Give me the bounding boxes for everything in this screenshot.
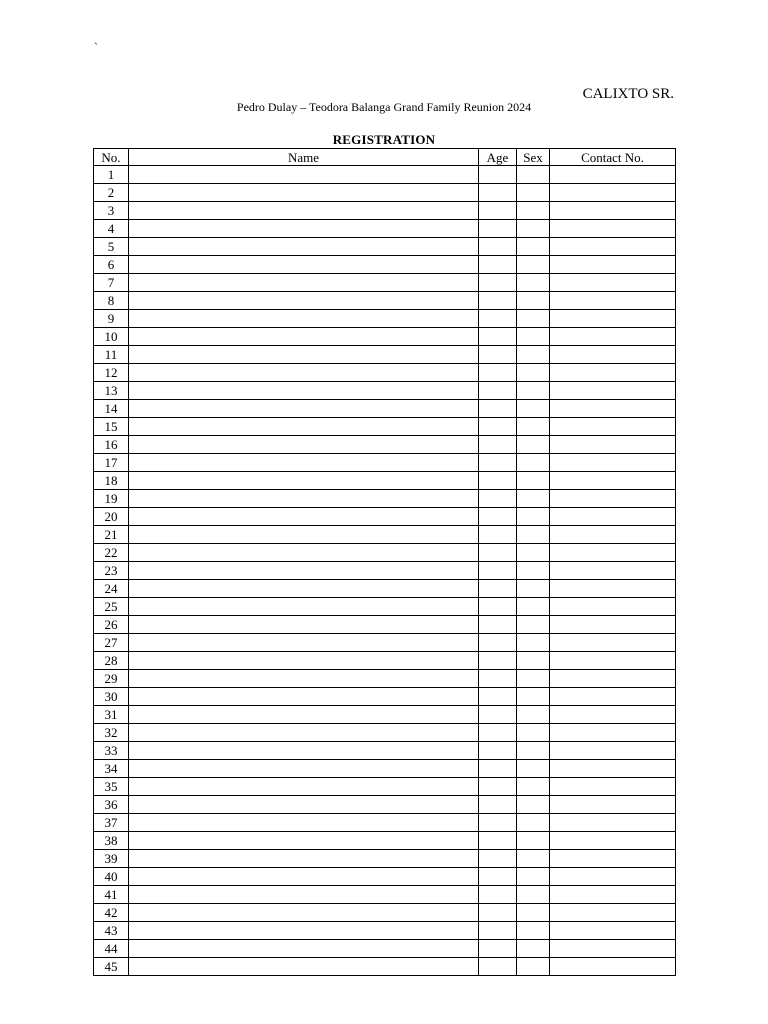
event-title: Pedro Dulay – Teodora Balanga Grand Family Reunion 2024 xyxy=(236,100,532,114)
name-cell[interactable] xyxy=(129,292,479,310)
name-cell[interactable] xyxy=(129,922,479,940)
table-row xyxy=(94,436,676,454)
sex-cell[interactable] xyxy=(517,184,550,202)
sex-cell[interactable] xyxy=(517,544,550,562)
sex-cell[interactable] xyxy=(517,202,550,220)
table-row xyxy=(94,778,676,796)
sex-cell[interactable] xyxy=(517,292,550,310)
row-number: 39 xyxy=(94,850,129,868)
row-number: 4 xyxy=(94,220,129,238)
age-cell[interactable] xyxy=(479,418,517,436)
contact-cell[interactable] xyxy=(550,706,676,724)
row-number: 5 xyxy=(94,238,129,256)
family-branch-label: CALIXTO SR. xyxy=(582,86,674,102)
row-number: 23 xyxy=(94,562,129,580)
row-number: 40 xyxy=(94,868,129,886)
contact-cell[interactable] xyxy=(550,382,676,400)
sex-cell[interactable] xyxy=(517,562,550,580)
row-number: 42 xyxy=(94,904,129,922)
sex-cell[interactable] xyxy=(517,868,550,886)
row-number: 37 xyxy=(94,814,129,832)
sex-cell[interactable] xyxy=(517,508,550,526)
sex-cell[interactable] xyxy=(517,400,550,418)
age-cell[interactable] xyxy=(479,220,517,238)
row-number: 3 xyxy=(94,202,129,220)
name-cell[interactable] xyxy=(129,490,479,508)
row-number: 9 xyxy=(94,310,129,328)
name-cell[interactable] xyxy=(129,238,479,256)
sex-cell[interactable] xyxy=(517,652,550,670)
table-row xyxy=(94,220,676,238)
name-cell[interactable] xyxy=(129,940,479,958)
age-cell[interactable] xyxy=(479,166,517,184)
contact-cell[interactable] xyxy=(550,688,676,706)
row-number: 44 xyxy=(94,940,129,958)
name-cell[interactable] xyxy=(129,328,479,346)
name-cell[interactable] xyxy=(129,274,479,292)
table-row xyxy=(94,688,676,706)
age-cell[interactable] xyxy=(479,760,517,778)
contact-cell[interactable] xyxy=(550,940,676,958)
age-cell[interactable] xyxy=(479,958,517,976)
row-number: 6 xyxy=(94,256,129,274)
contact-cell[interactable] xyxy=(550,562,676,580)
row-number: 29 xyxy=(94,670,129,688)
name-cell[interactable] xyxy=(129,868,479,886)
name-cell[interactable] xyxy=(129,850,479,868)
table-row xyxy=(94,364,676,382)
sex-cell[interactable] xyxy=(517,724,550,742)
table-row xyxy=(94,760,676,778)
age-cell[interactable] xyxy=(479,832,517,850)
age-cell[interactable] xyxy=(479,274,517,292)
name-cell[interactable] xyxy=(129,832,479,850)
age-cell[interactable] xyxy=(479,202,517,220)
name-cell[interactable] xyxy=(129,454,479,472)
table-row xyxy=(94,706,676,724)
name-cell[interactable] xyxy=(129,544,479,562)
name-cell[interactable] xyxy=(129,472,479,490)
contact-cell[interactable] xyxy=(550,958,676,976)
contact-cell[interactable] xyxy=(550,544,676,562)
age-cell[interactable] xyxy=(479,598,517,616)
name-cell[interactable] xyxy=(129,958,479,976)
age-cell[interactable] xyxy=(479,868,517,886)
table-row xyxy=(94,454,676,472)
row-number: 36 xyxy=(94,796,129,814)
table-row xyxy=(94,580,676,598)
age-cell[interactable] xyxy=(479,922,517,940)
name-cell[interactable] xyxy=(129,364,479,382)
age-cell[interactable] xyxy=(479,508,517,526)
row-number: 27 xyxy=(94,634,129,652)
sex-cell[interactable] xyxy=(517,346,550,364)
table-header-row xyxy=(94,149,676,166)
age-cell[interactable] xyxy=(479,652,517,670)
sex-cell[interactable] xyxy=(517,706,550,724)
age-cell[interactable] xyxy=(479,886,517,904)
row-number: 13 xyxy=(94,382,129,400)
sex-cell[interactable] xyxy=(517,670,550,688)
row-number: 15 xyxy=(94,418,129,436)
age-cell[interactable] xyxy=(479,400,517,418)
contact-cell[interactable] xyxy=(550,922,676,940)
header-sex: Sex xyxy=(517,149,550,166)
name-cell[interactable] xyxy=(129,184,479,202)
row-number: 43 xyxy=(94,922,129,940)
age-cell[interactable] xyxy=(479,364,517,382)
table-row xyxy=(94,544,676,562)
row-number: 7 xyxy=(94,274,129,292)
sex-cell[interactable] xyxy=(517,958,550,976)
sex-cell[interactable] xyxy=(517,814,550,832)
table-row xyxy=(94,184,676,202)
contact-cell[interactable] xyxy=(550,364,676,382)
age-cell[interactable] xyxy=(479,580,517,598)
row-number: 1 xyxy=(94,166,129,184)
name-cell[interactable] xyxy=(129,688,479,706)
row-number: 41 xyxy=(94,886,129,904)
sex-cell[interactable] xyxy=(517,796,550,814)
sex-cell[interactable] xyxy=(517,238,550,256)
table-row xyxy=(94,508,676,526)
sex-cell[interactable] xyxy=(517,904,550,922)
contact-cell[interactable] xyxy=(550,670,676,688)
age-cell[interactable] xyxy=(479,346,517,364)
table-row xyxy=(94,418,676,436)
contact-cell[interactable] xyxy=(550,508,676,526)
age-cell[interactable] xyxy=(479,184,517,202)
table-row xyxy=(94,274,676,292)
contact-cell[interactable] xyxy=(550,328,676,346)
table-row xyxy=(94,472,676,490)
age-cell[interactable] xyxy=(479,490,517,508)
age-cell[interactable] xyxy=(479,904,517,922)
contact-cell[interactable] xyxy=(550,868,676,886)
row-number: 8 xyxy=(94,292,129,310)
contact-cell[interactable] xyxy=(550,778,676,796)
row-number: 18 xyxy=(94,472,129,490)
contact-cell[interactable] xyxy=(550,184,676,202)
age-cell[interactable] xyxy=(479,472,517,490)
contact-cell[interactable] xyxy=(550,526,676,544)
age-cell[interactable] xyxy=(479,724,517,742)
sex-cell[interactable] xyxy=(517,760,550,778)
age-cell[interactable] xyxy=(479,382,517,400)
contact-cell[interactable] xyxy=(550,904,676,922)
age-cell[interactable] xyxy=(479,544,517,562)
table-row xyxy=(94,562,676,580)
name-cell[interactable] xyxy=(129,706,479,724)
sex-cell[interactable] xyxy=(517,922,550,940)
table-row xyxy=(94,598,676,616)
contact-cell[interactable] xyxy=(550,652,676,670)
age-cell[interactable] xyxy=(479,742,517,760)
row-number: 17 xyxy=(94,454,129,472)
header-contact: Contact No. xyxy=(550,149,676,166)
contact-cell[interactable] xyxy=(550,202,676,220)
contact-cell[interactable] xyxy=(550,472,676,490)
age-cell[interactable] xyxy=(479,616,517,634)
sex-cell[interactable] xyxy=(517,688,550,706)
name-cell[interactable] xyxy=(129,220,479,238)
age-cell[interactable] xyxy=(479,670,517,688)
name-cell[interactable] xyxy=(129,598,479,616)
name-cell[interactable] xyxy=(129,418,479,436)
row-number: 11 xyxy=(94,346,129,364)
name-cell[interactable] xyxy=(129,202,479,220)
contact-cell[interactable] xyxy=(550,886,676,904)
table-row xyxy=(94,724,676,742)
table-row xyxy=(94,490,676,508)
sex-cell[interactable] xyxy=(517,778,550,796)
table-row xyxy=(94,850,676,868)
sex-cell[interactable] xyxy=(517,256,550,274)
name-cell[interactable] xyxy=(129,886,479,904)
table-row xyxy=(94,616,676,634)
contact-cell[interactable] xyxy=(550,616,676,634)
table-row xyxy=(94,634,676,652)
registration-table xyxy=(93,148,676,976)
table-row xyxy=(94,382,676,400)
name-cell[interactable] xyxy=(129,742,479,760)
table-row xyxy=(94,886,676,904)
contact-cell[interactable] xyxy=(550,814,676,832)
name-cell[interactable] xyxy=(129,580,479,598)
name-cell[interactable] xyxy=(129,310,479,328)
table-row xyxy=(94,832,676,850)
age-cell[interactable] xyxy=(479,238,517,256)
contact-cell[interactable] xyxy=(550,220,676,238)
table-row xyxy=(94,904,676,922)
table-row xyxy=(94,202,676,220)
table-row xyxy=(94,400,676,418)
name-cell[interactable] xyxy=(129,562,479,580)
name-cell[interactable] xyxy=(129,652,479,670)
table-row xyxy=(94,670,676,688)
row-number: 21 xyxy=(94,526,129,544)
row-number: 38 xyxy=(94,832,129,850)
contact-cell[interactable] xyxy=(550,634,676,652)
section-title: REGISTRATION xyxy=(332,132,436,147)
name-cell[interactable] xyxy=(129,436,479,454)
row-number: 32 xyxy=(94,724,129,742)
name-cell[interactable] xyxy=(129,346,479,364)
table-row xyxy=(94,814,676,832)
row-number: 2 xyxy=(94,184,129,202)
sex-cell[interactable] xyxy=(517,526,550,544)
table-row xyxy=(94,310,676,328)
row-number: 34 xyxy=(94,760,129,778)
table-row xyxy=(94,292,676,310)
row-number: 33 xyxy=(94,742,129,760)
table-row xyxy=(94,868,676,886)
sex-cell[interactable] xyxy=(517,328,550,346)
age-cell[interactable] xyxy=(479,562,517,580)
row-number: 28 xyxy=(94,652,129,670)
sex-cell[interactable] xyxy=(517,436,550,454)
contact-cell[interactable] xyxy=(550,796,676,814)
table-row xyxy=(94,166,676,184)
sex-cell[interactable] xyxy=(517,472,550,490)
contact-cell[interactable] xyxy=(550,274,676,292)
sex-cell[interactable] xyxy=(517,166,550,184)
sex-cell[interactable] xyxy=(517,598,550,616)
table-row xyxy=(94,328,676,346)
name-cell[interactable] xyxy=(129,382,479,400)
sex-cell[interactable] xyxy=(517,886,550,904)
table-row xyxy=(94,526,676,544)
age-cell[interactable] xyxy=(479,436,517,454)
age-cell[interactable] xyxy=(479,940,517,958)
contact-cell[interactable] xyxy=(550,454,676,472)
age-cell[interactable] xyxy=(479,634,517,652)
name-cell[interactable] xyxy=(129,526,479,544)
age-cell[interactable] xyxy=(479,688,517,706)
row-number: 22 xyxy=(94,544,129,562)
sex-cell[interactable] xyxy=(517,940,550,958)
stray-mark: ` xyxy=(94,40,98,54)
contact-cell[interactable] xyxy=(550,850,676,868)
age-cell[interactable] xyxy=(479,310,517,328)
sex-cell[interactable] xyxy=(517,490,550,508)
age-cell[interactable] xyxy=(479,454,517,472)
contact-cell[interactable] xyxy=(550,292,676,310)
sex-cell[interactable] xyxy=(517,580,550,598)
row-number: 31 xyxy=(94,706,129,724)
contact-cell[interactable] xyxy=(550,580,676,598)
contact-cell[interactable] xyxy=(550,256,676,274)
contact-cell[interactable] xyxy=(550,760,676,778)
contact-cell[interactable] xyxy=(550,418,676,436)
age-cell[interactable] xyxy=(479,706,517,724)
age-cell[interactable] xyxy=(479,778,517,796)
name-cell[interactable] xyxy=(129,634,479,652)
row-number: 20 xyxy=(94,508,129,526)
age-cell[interactable] xyxy=(479,256,517,274)
row-number: 45 xyxy=(94,958,129,976)
sex-cell[interactable] xyxy=(517,454,550,472)
name-cell[interactable] xyxy=(129,400,479,418)
name-cell[interactable] xyxy=(129,508,479,526)
name-cell[interactable] xyxy=(129,166,479,184)
age-cell[interactable] xyxy=(479,796,517,814)
sex-cell[interactable] xyxy=(517,832,550,850)
row-number: 35 xyxy=(94,778,129,796)
name-cell[interactable] xyxy=(129,256,479,274)
name-cell[interactable] xyxy=(129,778,479,796)
name-cell[interactable] xyxy=(129,616,479,634)
contact-cell[interactable] xyxy=(550,598,676,616)
row-number: 30 xyxy=(94,688,129,706)
age-cell[interactable] xyxy=(479,850,517,868)
sex-cell[interactable] xyxy=(517,634,550,652)
age-cell[interactable] xyxy=(479,328,517,346)
row-number: 24 xyxy=(94,580,129,598)
table-row xyxy=(94,796,676,814)
table-row xyxy=(94,742,676,760)
age-cell[interactable] xyxy=(479,526,517,544)
header-no: No. xyxy=(94,149,129,166)
contact-cell[interactable] xyxy=(550,742,676,760)
name-cell[interactable] xyxy=(129,814,479,832)
contact-cell[interactable] xyxy=(550,310,676,328)
header-name: Name xyxy=(129,149,479,166)
row-number: 26 xyxy=(94,616,129,634)
sex-cell[interactable] xyxy=(517,742,550,760)
contact-cell[interactable] xyxy=(550,400,676,418)
row-number: 25 xyxy=(94,598,129,616)
name-cell[interactable] xyxy=(129,724,479,742)
table-row xyxy=(94,256,676,274)
contact-cell[interactable] xyxy=(550,166,676,184)
sex-cell[interactable] xyxy=(517,274,550,292)
row-number: 19 xyxy=(94,490,129,508)
name-cell[interactable] xyxy=(129,670,479,688)
sex-cell[interactable] xyxy=(517,382,550,400)
table-row xyxy=(94,940,676,958)
table-row xyxy=(94,652,676,670)
contact-cell[interactable] xyxy=(550,346,676,364)
row-number: 12 xyxy=(94,364,129,382)
registration-rows xyxy=(94,166,676,976)
sex-cell[interactable] xyxy=(517,616,550,634)
sex-cell[interactable] xyxy=(517,418,550,436)
sex-cell[interactable] xyxy=(517,310,550,328)
row-number: 16 xyxy=(94,436,129,454)
age-cell[interactable] xyxy=(479,292,517,310)
sex-cell[interactable] xyxy=(517,364,550,382)
sex-cell[interactable] xyxy=(517,220,550,238)
table-row xyxy=(94,238,676,256)
age-cell[interactable] xyxy=(479,814,517,832)
table-row xyxy=(94,346,676,364)
contact-cell[interactable] xyxy=(550,238,676,256)
contact-cell[interactable] xyxy=(550,436,676,454)
contact-cell[interactable] xyxy=(550,724,676,742)
sex-cell[interactable] xyxy=(517,850,550,868)
row-number: 10 xyxy=(94,328,129,346)
name-cell[interactable] xyxy=(129,904,479,922)
contact-cell[interactable] xyxy=(550,832,676,850)
row-number: 14 xyxy=(94,400,129,418)
table-row xyxy=(94,958,676,976)
name-cell[interactable] xyxy=(129,760,479,778)
table-row xyxy=(94,922,676,940)
name-cell[interactable] xyxy=(129,796,479,814)
contact-cell[interactable] xyxy=(550,490,676,508)
header-age: Age xyxy=(479,149,517,166)
